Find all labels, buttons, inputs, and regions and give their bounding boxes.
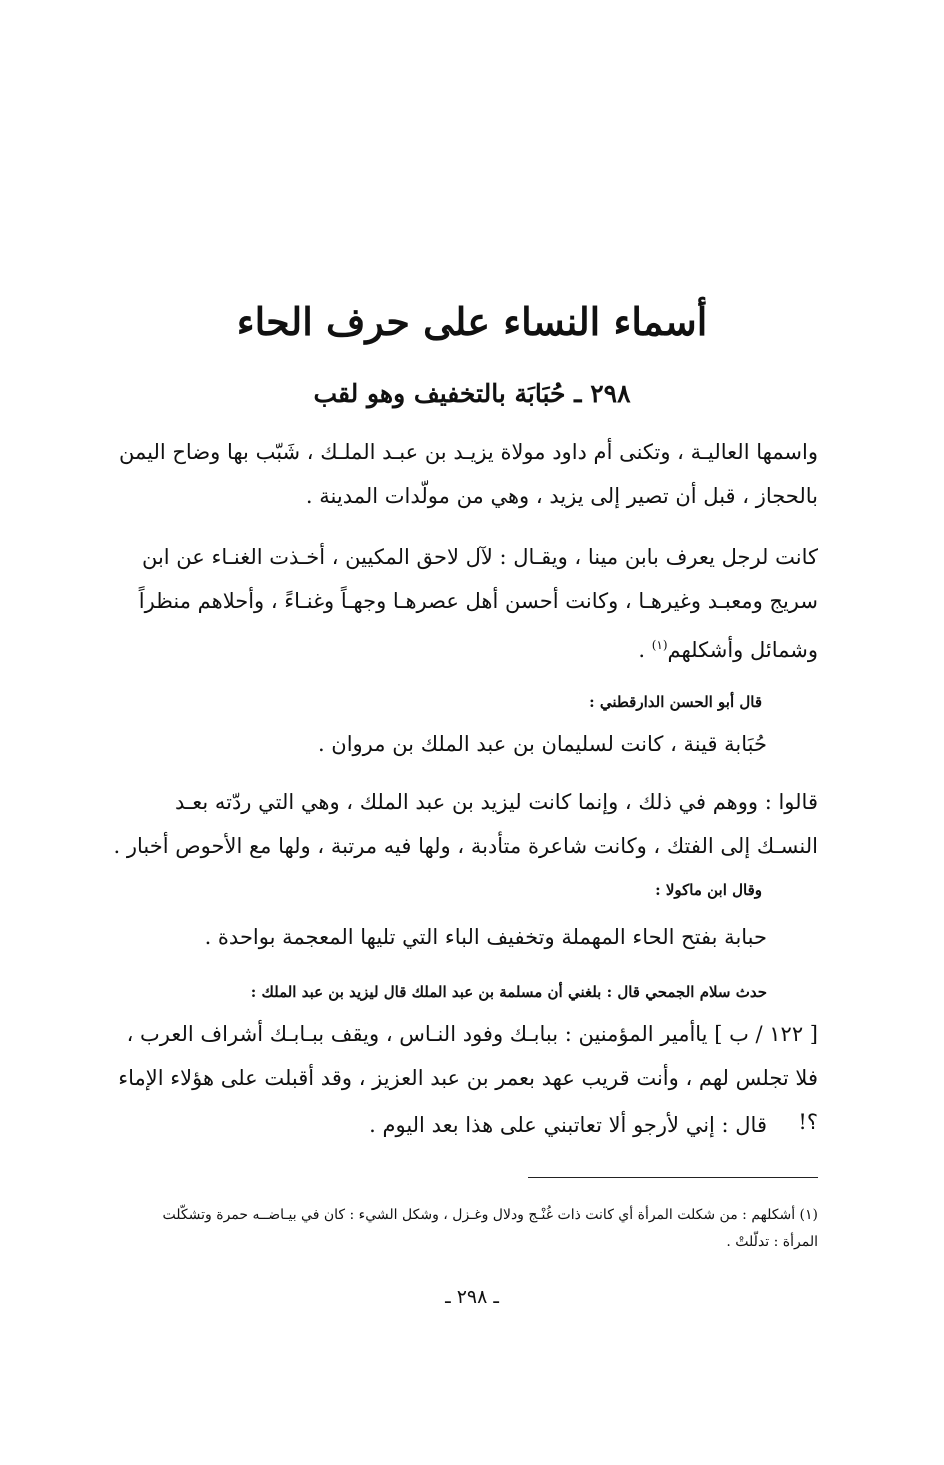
label-makula: وقال ابن ماكولا : — [655, 881, 762, 899]
chapter-title: أسماء النساء على حرف الحاء — [236, 299, 708, 344]
quote-makula: حبابة بفتح الحاء المهملة وتخفيف الباء التي تليها المعجمة بواحدة . — [204, 925, 767, 949]
label-daraqutni: قال أبو الحسن الدارقطني : — [589, 693, 762, 711]
entry-paragraph-3: قالوا : ووهم في ذلك ، وإنما كانت ليزيد بن عبد الملك ، وهي التي ردّته بعـد النسـك إلى الفتك ، وكانت شاعرة متأدبة ، ولها فيه مرتبة ، ولها مع الأحوص أخبار . — [113, 790, 818, 858]
footnote-reference: (١) — [651, 638, 668, 652]
page-number: ـ ٢٩٨ ـ — [445, 1286, 499, 1308]
label-sallam: حدث سلام الجمحي قال : بلغني أن مسلمة بن عبد الملك قال ليزيد بن عبد الملك : — [250, 983, 767, 1001]
entry-title: ٢٩٨ ـ حُبَابَة بالتخفيف وهو لقب — [313, 379, 631, 408]
quote-daraqutni: حُبَابة قينة ، كانت لسليمان بن عبد الملك بن مروان . — [317, 732, 767, 756]
entry-paragraph-4: [ ١٢٢ / ب ] ياأمير المؤمنين : ببابـك وفود النـاس ، ويقف ببـابـك أشراف العرب ، فلا تجلس لهم ، وأنت قريب عهد بعمر بن عبد العزيز ، وقد أقبلت على هؤلاء الإماء ؟! — [118, 1022, 818, 1134]
paragraph-2-end: . — [638, 638, 652, 662]
entry-paragraph-2 — [112, 535, 818, 672]
entry-paragraph-5: قال : إني لأرجو ألا تعاتبني على هذا بعد اليوم . — [369, 1113, 767, 1137]
entry-paragraph-1: واسمها العاليـة ، وتكنى أم داود مولاة يزيـد بن عبـد الملـك ، شَبّب بها وضاح اليمن بالحجاز ، قبل أن تصير إلى يزيد ، وهي من مولّدات المدينة . — [119, 440, 818, 508]
footnote-divider — [528, 1177, 818, 1178]
footnote: (١) أشكلهم : من شكلت المرأة أي كانت ذات غُنْـج ودلال وغـزل ، وشكل الشيء : كان في بيـاضــه حمرة وتشكّلت المرأة : تدلّلتْ . — [162, 1207, 818, 1250]
paragraph-2-text: كانت لرجل يعرف بابن مينا ، ويقـال : لآل لاحق المكيين ، أخـذت الغنـاء عن ابن سريج ومعبـد وغيرهـا ، وكانت أحسن أهل عصرهـا وجهـاً وغنـاءً ، وأحلاهم منظراً وشمائل وأشكلهم — [138, 545, 818, 662]
